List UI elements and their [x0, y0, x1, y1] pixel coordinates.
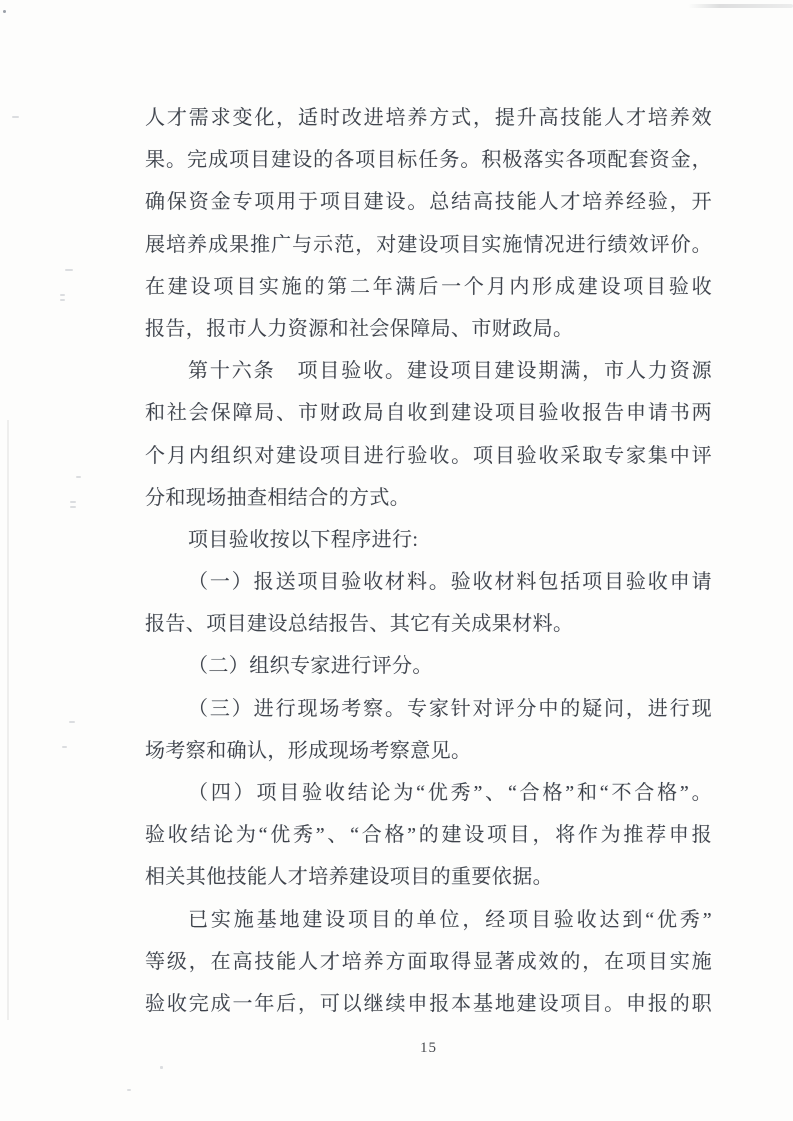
text-line: （二）组织专家进行评分。	[188, 655, 433, 678]
page-number: 15	[420, 1040, 437, 1056]
scan-artifact	[60, 294, 65, 296]
scan-artifact	[60, 299, 65, 301]
text-line: 等级，在高技能人才培养方面取得显著成效的，在项目实施	[145, 950, 712, 973]
scan-artifact	[69, 721, 75, 723]
text-line: （一）报送项目验收材料。验收材料包括项目验收申请	[188, 571, 712, 594]
scan-edge-line	[7, 420, 9, 1020]
text-line: 项目验收按以下程序进行:	[188, 528, 419, 551]
text-line: （四）项目验收结论为“优秀”、“合格”和“不合格”。	[188, 782, 712, 804]
text-line: 果。完成项目建设的各项目标任务。积极落实各项配套资金，	[145, 149, 712, 172]
text-line: 验收完成一年后，可以继续申报本基地建设项目。申报的职	[145, 992, 712, 1015]
text-line: （三）进行现场考察。专家针对评分中的疑问，进行现	[188, 697, 712, 720]
text-line: 展培养成果推广与示范，对建设项目实施情况进行绩效评价。	[145, 233, 712, 256]
text-block	[145, 97, 712, 1025]
text-line: 第十六条 项目验收。建设项目建设期满，市人力资源	[188, 360, 712, 383]
text-line: 相关其他技能人才培养建设项目的重要依据。	[145, 866, 553, 889]
scan-streak	[688, 4, 793, 8]
scan-artifact	[65, 269, 73, 271]
scan-artifact	[70, 501, 76, 503]
text-line: 验收结论为“优秀”、“合格”的建设项目，将作为推荐申报	[145, 824, 712, 847]
scan-artifact	[62, 746, 67, 748]
text-line: 人才需求变化，适时改进培养方式，提升高技能人才培养效	[145, 107, 712, 129]
text-line: 场考察和确认，形成现场考察意见。	[145, 739, 472, 762]
text-line: 报告、项目建设总结报告、其它有关成果材料。	[145, 613, 574, 636]
text-line: 报告，报市人力资源和社会保障局、市财政局。	[145, 317, 574, 340]
text-line: 在建设项目实施的第二年满后一个月内形成建设项目验收	[145, 275, 712, 298]
text-line: 确保资金专项用于项目建设。总结高技能人才培养经验，开	[145, 191, 712, 214]
scan-artifact	[160, 1066, 163, 1069]
text-line: 分和现场抽查相结合的方式。	[145, 486, 411, 509]
text-line: 个月内组织对建设项目进行验收。项目验收采取专家集中评	[145, 444, 712, 467]
scan-artifact	[12, 116, 19, 118]
scan-artifact	[127, 1089, 131, 1091]
text-line: 和社会保障局、市财政局自收到建设项目验收报告申请书两	[145, 402, 712, 425]
text-line: 已实施基地建设项目的单位，经项目验收达到“优秀”	[188, 908, 712, 931]
scan-artifact	[76, 476, 81, 478]
scan-artifact	[70, 506, 76, 508]
scan-artifact	[3, 10, 6, 13]
